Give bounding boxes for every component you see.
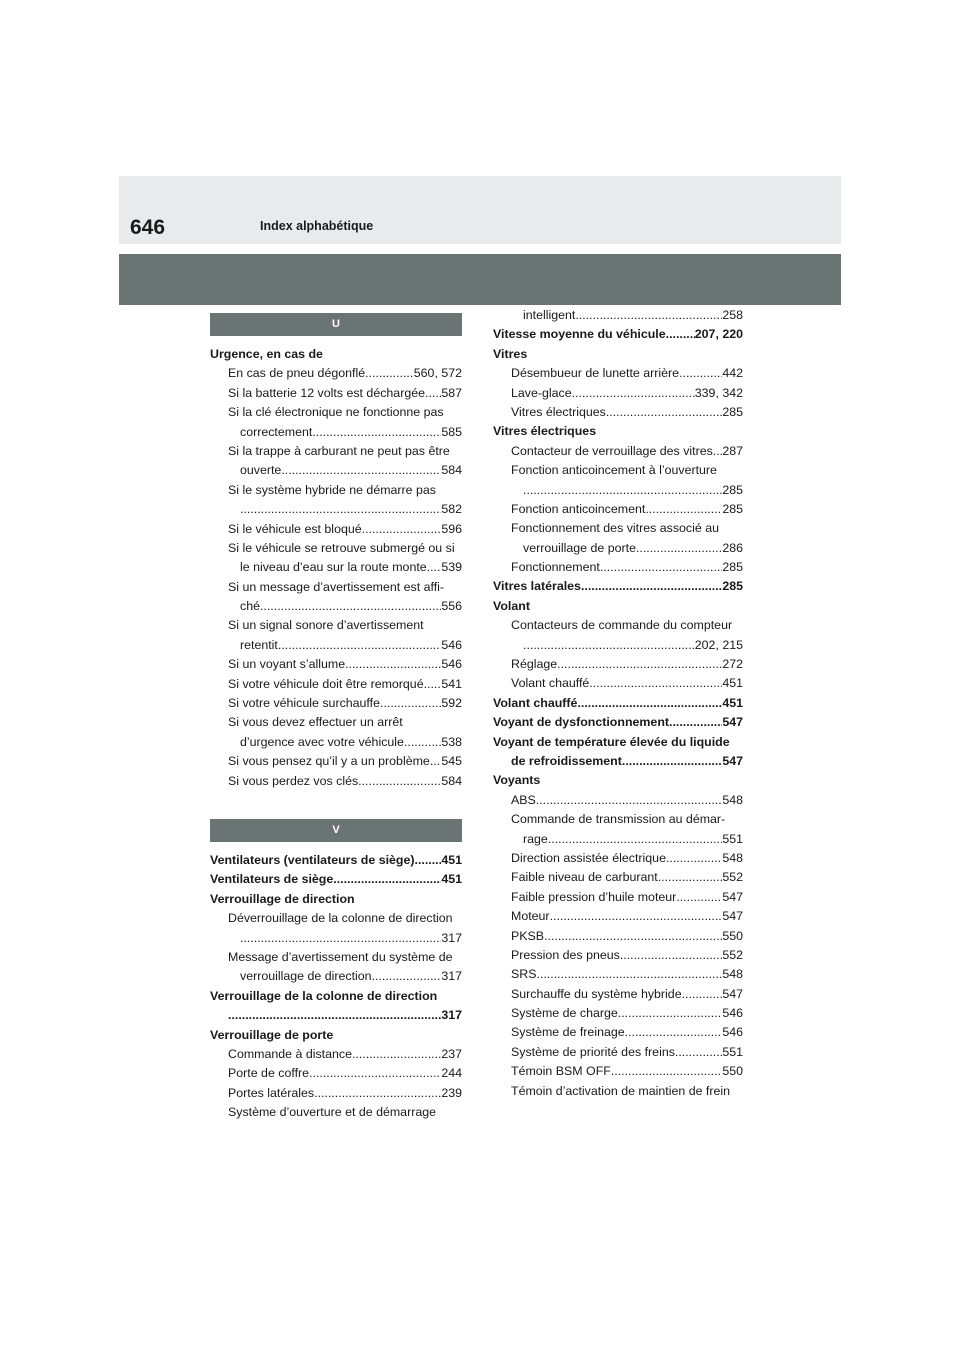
page-number: 646 bbox=[130, 216, 166, 239]
index-entry bbox=[210, 1084, 462, 1103]
entry-label: Vitres électriques bbox=[493, 424, 597, 439]
index-entry bbox=[493, 1082, 743, 1101]
index-entry bbox=[210, 909, 462, 928]
entry-label: Si vous perdez vos clés bbox=[228, 773, 359, 788]
index-entry bbox=[493, 384, 743, 403]
page-reference: 538 bbox=[441, 734, 462, 749]
index-entry bbox=[210, 539, 462, 558]
index-column-right bbox=[493, 306, 743, 1101]
entry-label: Volant chauffé bbox=[493, 695, 578, 710]
page-reference: 546 bbox=[722, 1006, 743, 1021]
entry-label: Contacteurs de commande du compteur bbox=[511, 618, 733, 633]
index-entry bbox=[210, 851, 462, 870]
index-entry bbox=[210, 772, 462, 791]
index-entry bbox=[493, 694, 743, 713]
index-entry bbox=[493, 519, 743, 538]
entry-label: Ventilateurs de siège bbox=[210, 872, 334, 887]
page-reference: 547 bbox=[722, 889, 743, 904]
page-reference: 287 bbox=[722, 443, 743, 458]
dot-leader bbox=[523, 636, 695, 655]
index-entry bbox=[493, 345, 743, 364]
dot-leader bbox=[404, 733, 441, 752]
page-reference: 551 bbox=[722, 831, 743, 846]
page-reference: 582 bbox=[441, 502, 462, 517]
entry-label: Système de charge bbox=[511, 1006, 618, 1021]
dot-leader bbox=[606, 403, 723, 422]
entry-label: Si un message d’avertissement est affi- bbox=[228, 579, 445, 594]
dot-leader bbox=[415, 851, 442, 870]
page-reference: 550 bbox=[722, 928, 743, 943]
index-entry bbox=[493, 927, 743, 946]
entry-label: intelligent bbox=[523, 308, 576, 322]
entry-label: Système d’ouverture et de démarrage bbox=[228, 1105, 436, 1120]
page-reference: 207, 220 bbox=[694, 327, 743, 342]
page-reference: 546 bbox=[441, 657, 462, 672]
index-entry bbox=[493, 636, 743, 655]
dot-leader bbox=[575, 306, 722, 325]
index-entry bbox=[493, 752, 743, 771]
page-reference: 244 bbox=[441, 1066, 462, 1081]
entry-label: Message d’avertissement du système de bbox=[228, 949, 453, 964]
dot-leader bbox=[675, 1043, 722, 1062]
dot-leader bbox=[666, 849, 722, 868]
index-entry bbox=[210, 520, 462, 539]
page-reference: 285 bbox=[722, 501, 743, 516]
index-entry bbox=[210, 558, 462, 577]
index-entry bbox=[210, 733, 462, 752]
dot-leader bbox=[620, 946, 722, 965]
page-reference: 552 bbox=[722, 947, 743, 962]
dot-leader bbox=[358, 772, 441, 791]
entry-label: Voyant de température élevée du liquide bbox=[493, 734, 730, 749]
entry-label: Témoin d’activation de maintien de frein bbox=[511, 1083, 731, 1098]
page-reference: 585 bbox=[441, 424, 462, 439]
entry-label: Contacteur de verrouillage des vitres bbox=[511, 443, 713, 458]
entry-label: En cas de pneu dégonflé bbox=[228, 366, 366, 381]
entry-label: Vitres bbox=[493, 346, 528, 361]
entry-label: Faible niveau de carburant bbox=[511, 870, 658, 885]
index-entry bbox=[210, 655, 462, 674]
entry-label: ABS bbox=[511, 792, 536, 807]
page-reference: 451 bbox=[441, 872, 462, 887]
index-entry bbox=[210, 384, 462, 403]
page-reference: 584 bbox=[441, 773, 462, 788]
index-entry bbox=[210, 481, 462, 500]
dot-leader bbox=[309, 1064, 441, 1083]
entry-label: Si un signal sonore d’avertissement bbox=[228, 618, 424, 633]
entry-label: Témoin BSM OFF bbox=[511, 1064, 611, 1079]
dot-leader bbox=[427, 558, 442, 577]
entry-label: Vitesse moyenne du véhicule bbox=[493, 327, 666, 342]
index-entry bbox=[210, 500, 462, 519]
page-reference: 560, 572 bbox=[413, 366, 462, 381]
index-entry bbox=[493, 325, 743, 344]
dot-leader bbox=[312, 423, 441, 442]
entry-label: Volant chauffé bbox=[511, 676, 590, 691]
entry-label: Si vous pensez qu’il y a un problème bbox=[228, 754, 430, 769]
entry-label: Verrouillage de direction bbox=[210, 891, 355, 906]
entry-label: Fonctionnement des vitres associé au bbox=[511, 521, 719, 536]
page-reference: 592 bbox=[441, 696, 462, 711]
page-reference: 584 bbox=[441, 463, 462, 478]
index-entry bbox=[493, 946, 743, 965]
entry-label: Si le système hybride ne démarre pas bbox=[228, 482, 436, 497]
dot-leader bbox=[281, 461, 441, 480]
entry-label: Fonction anticoincement à l’ouverture bbox=[511, 463, 717, 478]
index-entry bbox=[493, 965, 743, 984]
entry-label: Si votre véhicule surchauffe bbox=[228, 696, 380, 711]
dot-leader bbox=[548, 830, 723, 849]
index-entry bbox=[493, 1062, 743, 1081]
index-entry bbox=[493, 830, 743, 849]
index-entry bbox=[210, 967, 462, 986]
index-entry bbox=[493, 810, 743, 829]
index-entry bbox=[493, 481, 743, 500]
dot-leader bbox=[425, 384, 441, 403]
page-reference: 451 bbox=[441, 852, 462, 867]
page-reference: 547 bbox=[722, 715, 743, 730]
dot-leader bbox=[600, 558, 722, 577]
entry-label: Fonction anticoincement bbox=[511, 501, 646, 516]
dot-leader bbox=[669, 713, 722, 732]
page-reference: 272 bbox=[722, 657, 743, 672]
dot-leader bbox=[536, 791, 723, 810]
entry-label: Faible pression d’huile moteur bbox=[511, 889, 677, 904]
section-letter-band: U bbox=[210, 313, 462, 336]
entry-label: Déverrouillage de la colonne de direction bbox=[228, 911, 453, 926]
page-reference: 556 bbox=[441, 599, 462, 614]
entry-label: Verrouillage de porte bbox=[210, 1027, 334, 1042]
index-column-left bbox=[210, 313, 462, 1122]
page-reference: 202, 215 bbox=[694, 637, 743, 652]
index-entry bbox=[493, 364, 743, 383]
index-entry bbox=[493, 791, 743, 810]
page-reference: 547 bbox=[722, 986, 743, 1001]
entry-label: de refroidissement bbox=[511, 753, 622, 768]
page-reference: 550 bbox=[722, 1064, 743, 1079]
entry-label: Surchauffe du système hybride bbox=[511, 986, 682, 1001]
index-entry bbox=[210, 713, 462, 732]
index-entry bbox=[493, 713, 743, 732]
index-entry bbox=[210, 578, 462, 597]
dot-leader bbox=[622, 752, 722, 771]
entry-label: le niveau d’eau sur la route monte bbox=[240, 560, 427, 575]
dot-leader bbox=[572, 384, 695, 403]
entry-label: correctement bbox=[240, 424, 313, 439]
index-entry bbox=[493, 733, 743, 752]
dot-leader bbox=[589, 674, 722, 693]
entry-label: Voyant de dysfonctionnement bbox=[493, 715, 670, 730]
index-entry bbox=[493, 558, 743, 577]
page-header bbox=[119, 176, 841, 244]
entry-label: retentit bbox=[240, 637, 278, 652]
dot-leader bbox=[636, 539, 722, 558]
index-entry bbox=[493, 655, 743, 674]
entry-label: Lave-glace bbox=[511, 385, 572, 400]
index-entry bbox=[493, 907, 743, 926]
header-band bbox=[119, 254, 841, 305]
entry-label: Urgence, en cas de bbox=[210, 347, 323, 361]
entry-label: Système de freinage bbox=[511, 1025, 625, 1040]
index-entry bbox=[210, 752, 462, 771]
index-entry bbox=[210, 364, 462, 383]
dot-leader bbox=[676, 888, 722, 907]
dot-leader bbox=[658, 868, 723, 887]
entry-label: verrouillage de direction bbox=[240, 969, 372, 984]
index-entry bbox=[210, 1064, 462, 1083]
entry-label: Moteur bbox=[511, 909, 550, 924]
page-reference: 547 bbox=[722, 753, 743, 768]
index-entry bbox=[493, 888, 743, 907]
index-entry bbox=[210, 461, 462, 480]
index-entry bbox=[210, 1026, 462, 1045]
index-entry bbox=[493, 577, 743, 596]
index-entry bbox=[210, 987, 462, 1006]
index-entry bbox=[210, 403, 462, 422]
dot-leader bbox=[550, 907, 723, 926]
entry-label: Volant bbox=[493, 598, 530, 613]
page-reference: 551 bbox=[722, 1044, 743, 1059]
page-reference: 541 bbox=[441, 676, 462, 691]
dot-leader bbox=[625, 1023, 723, 1042]
entry-label: Porte de coffre bbox=[228, 1066, 310, 1081]
page-reference: 258 bbox=[722, 308, 743, 322]
index-entry bbox=[493, 306, 743, 325]
entry-label: Si le véhicule se retrouve submergé ou si bbox=[228, 540, 455, 555]
index-entry bbox=[210, 345, 462, 364]
dot-leader bbox=[228, 1006, 441, 1025]
index-entry bbox=[210, 1103, 462, 1122]
page-reference: 548 bbox=[722, 792, 743, 807]
dot-leader bbox=[713, 442, 723, 461]
index-entry bbox=[210, 616, 462, 635]
dot-leader bbox=[240, 500, 441, 519]
entry-label: Fonctionnement bbox=[511, 560, 600, 575]
index-entry bbox=[493, 868, 743, 887]
entry-label: Verrouillage de la colonne de direction bbox=[210, 988, 438, 1003]
entry-label: Si la trappe à carburant ne peut pas être bbox=[228, 443, 450, 458]
dot-leader bbox=[682, 985, 723, 1004]
index-entry bbox=[493, 616, 743, 635]
index-entry bbox=[493, 500, 743, 519]
page-reference: 548 bbox=[722, 850, 743, 865]
index-entry bbox=[210, 890, 462, 909]
entry-label: Si votre véhicule doit être remorqué bbox=[228, 676, 424, 691]
page-reference: 451 bbox=[722, 676, 743, 691]
dot-leader bbox=[611, 1062, 722, 1081]
page-reference: 339, 342 bbox=[694, 385, 743, 400]
dot-leader bbox=[314, 1084, 441, 1103]
page-reference: 239 bbox=[441, 1085, 462, 1100]
dot-leader bbox=[372, 967, 442, 986]
index-entry bbox=[210, 636, 462, 655]
page-reference: 237 bbox=[441, 1046, 462, 1061]
index-entry bbox=[493, 539, 743, 558]
page-reference: 451 bbox=[722, 695, 743, 710]
dot-leader bbox=[260, 597, 441, 616]
index-entry bbox=[210, 948, 462, 967]
entry-label: verrouillage de porte bbox=[523, 540, 636, 555]
entry-label: Commande de transmission au démar- bbox=[511, 812, 726, 827]
page-reference: 317 bbox=[441, 969, 462, 984]
index-entry bbox=[493, 1023, 743, 1042]
page-reference: 285 bbox=[722, 579, 743, 594]
page-reference: 285 bbox=[722, 560, 743, 575]
entry-label: d’urgence avec votre véhicule bbox=[240, 734, 404, 749]
page-reference: 587 bbox=[441, 385, 462, 400]
page-reference: 442 bbox=[722, 366, 743, 381]
dot-leader bbox=[365, 364, 414, 383]
dot-leader bbox=[581, 577, 722, 596]
entry-label: Portes latérales bbox=[228, 1085, 315, 1100]
page-reference: 596 bbox=[441, 521, 462, 536]
page-reference: 546 bbox=[722, 1025, 743, 1040]
index-entry bbox=[210, 870, 462, 889]
index-entry bbox=[493, 985, 743, 1004]
entry-label: Si un voyant s’allume bbox=[228, 657, 346, 672]
dot-leader bbox=[523, 481, 722, 500]
entry-label: SRS bbox=[511, 967, 537, 982]
page-reference: 317 bbox=[441, 1008, 462, 1023]
index-entry bbox=[210, 423, 462, 442]
entry-label: Si la batterie 12 volts est déchargée bbox=[228, 385, 425, 400]
index-entry bbox=[210, 929, 462, 948]
page-reference: 317 bbox=[441, 930, 462, 945]
dot-leader bbox=[666, 325, 695, 344]
index-entry bbox=[210, 1045, 462, 1064]
index-entry bbox=[210, 597, 462, 616]
entry-label: Voyants bbox=[493, 773, 541, 788]
dot-leader bbox=[536, 965, 722, 984]
entry-label: Si le véhicule est bloqué bbox=[228, 521, 362, 536]
index-entry bbox=[210, 1006, 462, 1025]
entry-label: Commande à distance bbox=[228, 1046, 352, 1061]
page-title: Index alphabétique bbox=[260, 219, 374, 233]
index-entry bbox=[493, 461, 743, 480]
entry-label: Réglage bbox=[511, 657, 558, 672]
entry-label: Vitres latérales bbox=[493, 579, 581, 594]
entry-label: PKSB bbox=[511, 928, 545, 943]
index-entry bbox=[210, 442, 462, 461]
page-reference: 285 bbox=[722, 404, 743, 419]
page-reference: 548 bbox=[722, 967, 743, 982]
page-reference: 552 bbox=[722, 870, 743, 885]
dot-leader bbox=[333, 870, 441, 889]
dot-leader bbox=[557, 655, 722, 674]
page-reference: 286 bbox=[722, 540, 743, 555]
dot-leader bbox=[240, 929, 441, 948]
dot-leader bbox=[645, 500, 722, 519]
entry-label: rage bbox=[523, 831, 548, 846]
index-entry bbox=[493, 1043, 743, 1062]
dot-leader bbox=[424, 675, 442, 694]
index-entry bbox=[493, 597, 743, 616]
page-reference: 547 bbox=[722, 909, 743, 924]
dot-leader bbox=[544, 927, 722, 946]
entry-label: Ventilateurs (ventilateurs de siège) bbox=[210, 852, 415, 867]
entry-label: Direction assistée électrique bbox=[511, 850, 666, 865]
page-reference: 285 bbox=[722, 482, 743, 497]
dot-leader bbox=[278, 636, 441, 655]
index-entry bbox=[493, 849, 743, 868]
page-reference: 545 bbox=[441, 754, 462, 769]
index-entry bbox=[493, 771, 743, 790]
dot-leader bbox=[430, 752, 442, 771]
index-entry bbox=[493, 403, 743, 422]
index-entry bbox=[493, 422, 743, 441]
index-entry bbox=[210, 694, 462, 713]
index-entry bbox=[493, 674, 743, 693]
entry-label: ché bbox=[240, 599, 260, 614]
entry-label: Désembueur de lunette arrière bbox=[511, 366, 680, 381]
dot-leader bbox=[352, 1045, 441, 1064]
page-reference: 546 bbox=[441, 637, 462, 652]
dot-leader bbox=[345, 655, 441, 674]
dot-leader bbox=[362, 520, 442, 539]
entry-label: ouverte bbox=[240, 463, 282, 478]
entry-label: Si vous devez effectuer un arrêt bbox=[228, 715, 403, 730]
index-entry bbox=[493, 442, 743, 461]
dot-leader bbox=[679, 364, 722, 383]
dot-leader bbox=[577, 694, 722, 713]
dot-leader bbox=[380, 694, 441, 713]
entry-label: Vitres électriques bbox=[511, 404, 606, 419]
page-reference: 539 bbox=[441, 560, 462, 575]
entry-label: Si la clé électronique ne fonctionne pas bbox=[228, 405, 444, 420]
entry-label: Pression des pneus bbox=[511, 947, 620, 962]
index-entry bbox=[210, 675, 462, 694]
entry-label: Système de priorité des freins bbox=[511, 1044, 675, 1059]
index-entry bbox=[493, 1004, 743, 1023]
dot-leader bbox=[618, 1004, 723, 1023]
section-letter-band: V bbox=[210, 819, 462, 842]
